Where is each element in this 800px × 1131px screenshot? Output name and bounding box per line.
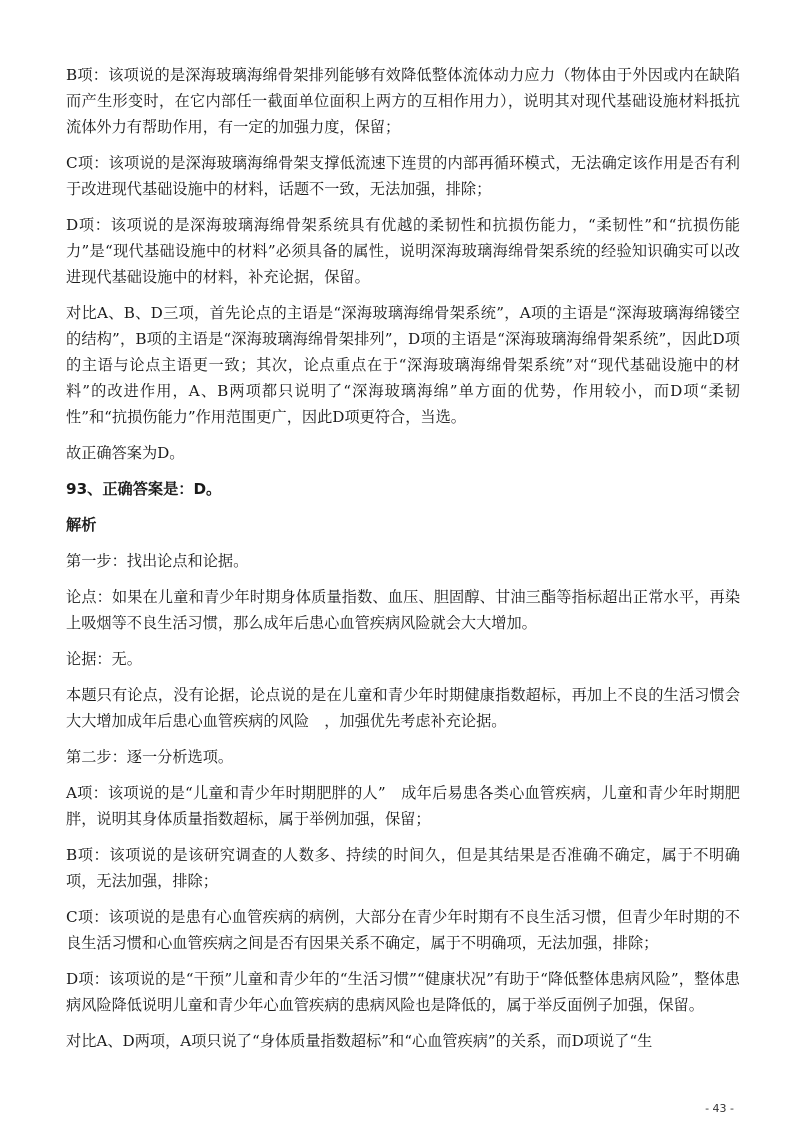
paragraph-step-two: 第二步：逐一分析选项。 xyxy=(66,748,234,766)
paragraph-evidence: 论据：无。 xyxy=(66,650,142,668)
paragraph-argument: 论点：如果在儿童和青少年时期身体质量指数、血压、胆固醇、甘油三酯等指标超出正常水平，再染上吸烟等不良生活习惯，那么成年后患心血管疾病风险就会大大增加。 xyxy=(66,588,740,632)
paragraph-q93-option-b: B项：该项说的是该研究调查的人数多、持续的时间久，但是其结果是否准确不确定，属于不明确项，无法加强，排除； xyxy=(66,846,740,890)
paragraph-option-c: C项：该项说的是深海玻璃海绵骨架支撑低流速下连贯的内部再循环模式，无法确定该作用是否有利于改进现代基础设施中的材料，话题不一致，无法加强，排除； xyxy=(66,154,740,198)
paragraph-q93-option-d: D项：该项说的是“干预”儿童和青少年的“生活习惯”“健康状况”有助于“降低整体患病风险”，整体患病风险降低说明儿童和青少年心血管疾病的患病风险也是降低的，属于举反面例子加强，保留。 xyxy=(66,970,740,1014)
paragraph-summary: 本题只有论点，没有论据，论点说的是在儿童和青少年时期健康指数超标，再加上不良的生活习惯会大大增加成年后患心血管疾病的风险 ，加强优先考虑补充论据。 xyxy=(66,686,740,730)
paragraph-answer: 故正确答案为D。 xyxy=(66,444,185,462)
paragraph-option-b: B项：该项说的是深海玻璃海绵骨架排列能够有效降低整体流体动力应力（物体由于外因或内在缺陷而产生形变时，在它内部任一截面单位面积上两方的互相作用力），说明其对现代基础设施材料抵抗流体外力有帮助作用，有一定的加强力度，保留； xyxy=(66,66,740,136)
page-number: - 43 - xyxy=(705,1102,734,1115)
document-page xyxy=(66,62,740,1064)
paragraph-q93-option-a: A项：该项说的是“儿童和青少年时期肥胖的人” 成年后易患各类心血管疾病，儿童和青少年时期肥胖，说明其身体质量指数超标，属于举例加强，保留； xyxy=(66,784,740,828)
paragraph-q93-option-c: C项：该项说的是患有心血管疾病的病例，大部分在青少年时期有不良生活习惯，但青少年时期的不良生活习惯和心血管疾病之间是否有因果关系不确定，属于不明确项，无法加强，排除； xyxy=(66,908,740,952)
paragraph-step-one: 第一步：找出论点和论据。 xyxy=(66,552,249,570)
question-93-heading: 93、正确答案是：D。 xyxy=(66,480,222,498)
paragraph-comparison: 对比A、B、D三项，首先论点的主语是“深海玻璃海绵骨架系统”，A项的主语是“深海玻璃海绵镂空的结构”，B项的主语是“深海玻璃海绵骨架排列”，D项的主语是“深海玻璃海绵骨架系统”，因此D项的主语与论点主语更一致；其次，论点重点在于“深海玻璃海绵骨架系统”对“现代基础设施中的材料”的改进作用，A、B两项都只说明了“深海玻璃海绵”单方面的优势，作用较小，而D项“柔韧性”和“抗损伤能力”作用范围更广，因此D项更符合，当选。 xyxy=(66,304,740,426)
analysis-heading: 解析 xyxy=(66,516,97,534)
paragraph-q93-comparison: 对比A、D两项，A项只说了“身体质量指数超标”和“心血管疾病”的关系，而D项说了“生 xyxy=(66,1032,653,1050)
paragraph-option-d: D项：该项说的是深海玻璃海绵骨架系统具有优越的柔韧性和抗损伤能力，“柔韧性”和“抗损伤能力”是“现代基础设施中的材料”必须具备的属性，说明深海玻璃海绵骨架系统的经验知识确实可以改进现代基础设施中的材料，补充论据，保留。 xyxy=(66,216,740,286)
